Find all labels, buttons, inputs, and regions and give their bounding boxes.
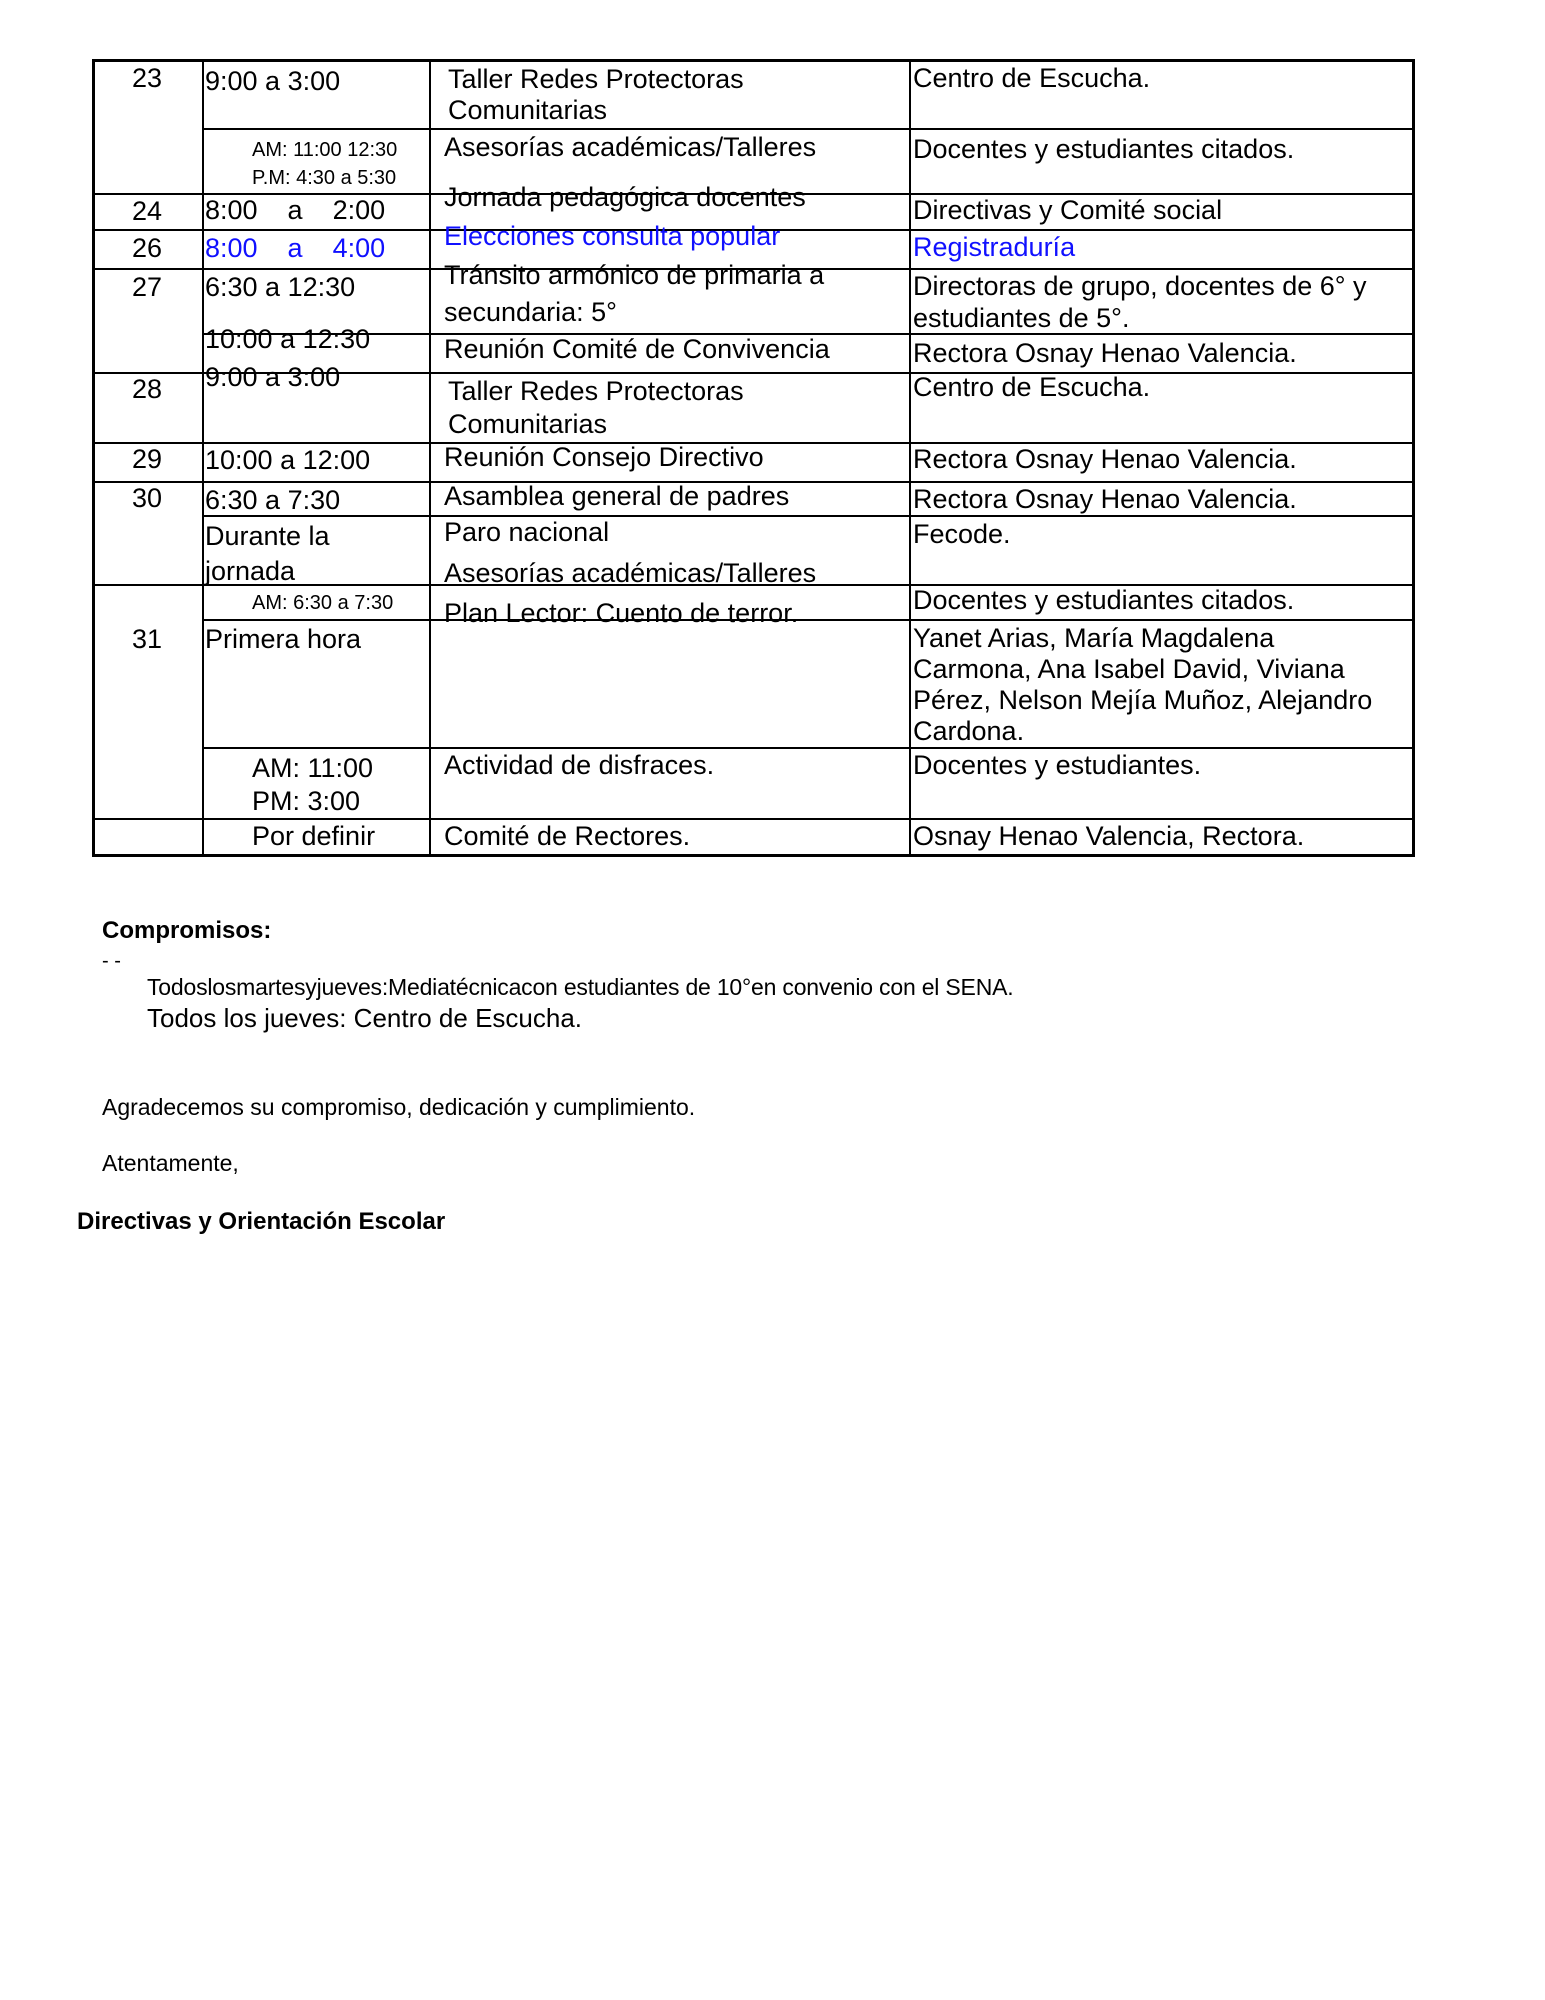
- time-cell: 9:00 a 3:00: [205, 362, 341, 392]
- day-cell: 23: [131, 63, 163, 93]
- responsible-cell: Carmona, Ana Isabel David, Viviana: [913, 654, 1345, 684]
- time-cell: 10:00 a 12:30: [205, 324, 371, 354]
- responsible-cell: Directivas y Comité social: [913, 195, 1223, 225]
- responsible-cell: Osnay Henao Valencia, Rectora.: [913, 821, 1305, 851]
- activity-cell: Plan Lector: Cuento de terror.: [444, 598, 799, 628]
- activity-cell: Comité de Rectores.: [444, 821, 691, 851]
- time-cell: Primera hora: [205, 624, 362, 654]
- responsible-cell: Docentes y estudiantes.: [913, 750, 1202, 780]
- day-cell: 27: [131, 272, 163, 302]
- list-dashes: - -: [102, 950, 121, 972]
- column-divider: [429, 59, 431, 857]
- activity-cell: Paro nacional: [444, 517, 610, 547]
- responsible-cell: Rectora Osnay Henao Valencia.: [913, 484, 1297, 514]
- activity-cell: Tránsito armónico de primaria a: [444, 260, 825, 290]
- row-divider: [202, 515, 1415, 517]
- activity-cell: Reunión Comité de Convivencia: [444, 334, 830, 364]
- day-cell: 29: [131, 444, 163, 474]
- responsible-cell: Registraduría: [913, 232, 1076, 262]
- row-divider: [92, 818, 1415, 820]
- commitment-item: Todoslosmartesyjueves:Mediatécnicacon estudiantes de 10°en convenio con el SENA.: [147, 974, 1014, 1000]
- time-cell: 10:00 a 12:00: [205, 445, 371, 475]
- compromisos-heading: Compromisos:: [102, 917, 272, 944]
- day-cell: 30: [131, 483, 163, 513]
- responsible-cell: Docentes y estudiantes citados.: [913, 585, 1295, 615]
- responsible-cell: estudiantes de 5°.: [913, 303, 1130, 333]
- row-divider: [202, 128, 1415, 130]
- activity-cell: Asamblea general de padres: [444, 481, 790, 511]
- responsible-cell: Rectora Osnay Henao Valencia.: [913, 444, 1297, 474]
- activity-cell: Comunitarias: [448, 409, 608, 439]
- column-divider: [909, 59, 911, 857]
- responsible-cell: Yanet Arias, María Magdalena: [913, 623, 1275, 653]
- time-cell: AM: 6:30 a 7:30: [252, 592, 394, 614]
- closing-text: Atentamente,: [102, 1150, 239, 1176]
- time-cell: 9:00 a 3:00: [205, 66, 341, 96]
- column-divider: [202, 59, 204, 857]
- activity-cell: Taller Redes Protectoras: [448, 376, 744, 406]
- activity-cell: Jornada pedagógica docentes: [444, 182, 806, 212]
- responsible-cell: Centro de Escucha.: [913, 63, 1151, 93]
- time-cell: PM: 3:00: [252, 786, 361, 816]
- commitment-item: Todos los jueves: Centro de Escucha.: [147, 1003, 583, 1033]
- thanks-text: Agradecemos su compromiso, dedicación y cumplimiento.: [102, 1094, 696, 1120]
- time-cell: 6:30 a 12:30: [205, 272, 356, 302]
- activity-cell: Asesorías académicas/Talleres: [444, 132, 817, 162]
- signature: Directivas y Orientación Escolar: [77, 1208, 446, 1235]
- row-divider: [202, 747, 1415, 749]
- responsible-cell: Docentes y estudiantes citados.: [913, 134, 1295, 164]
- responsible-cell: Centro de Escucha.: [913, 372, 1151, 402]
- activity-cell: Actividad de disfraces.: [444, 750, 715, 780]
- time-cell: 8:00 a 2:00: [205, 195, 386, 225]
- activity-cell: Taller Redes Protectoras Comunitarias: [448, 64, 744, 125]
- responsible-cell: Cardona.: [913, 716, 1025, 746]
- activity-cell: Asesorías académicas/Talleres: [444, 558, 817, 588]
- time-cell: Por definir: [252, 821, 376, 851]
- responsible-cell: Pérez, Nelson Mejía Muñoz, Alejandro: [913, 685, 1373, 715]
- day-cell: 31: [131, 624, 163, 654]
- day-cell: 28: [131, 374, 163, 404]
- row-divider: [202, 619, 1415, 621]
- activity-cell: secundaria: 5°: [444, 297, 617, 327]
- time-cell: AM: 11:00: [252, 753, 374, 783]
- activity-cell: Elecciones consulta popular: [444, 221, 781, 251]
- time-cell: 8:00 a 4:00: [205, 233, 386, 263]
- responsible-cell: Directoras de grupo, docentes de 6° y: [913, 271, 1367, 301]
- time-cell: P.M: 4:30 a 5:30: [252, 167, 397, 189]
- day-cell: 24: [131, 196, 163, 226]
- responsible-cell: Rectora Osnay Henao Valencia.: [913, 338, 1297, 368]
- day-cell: 26: [131, 233, 163, 263]
- time-cell: jornada: [205, 556, 296, 586]
- time-cell: AM: 11:00 12:30: [252, 139, 398, 161]
- time-cell: Durante la: [205, 521, 330, 551]
- time-cell: 6:30 a 7:30: [205, 485, 341, 515]
- responsible-cell: Fecode.: [913, 519, 1011, 549]
- activity-cell: Reunión Consejo Directivo: [444, 442, 764, 472]
